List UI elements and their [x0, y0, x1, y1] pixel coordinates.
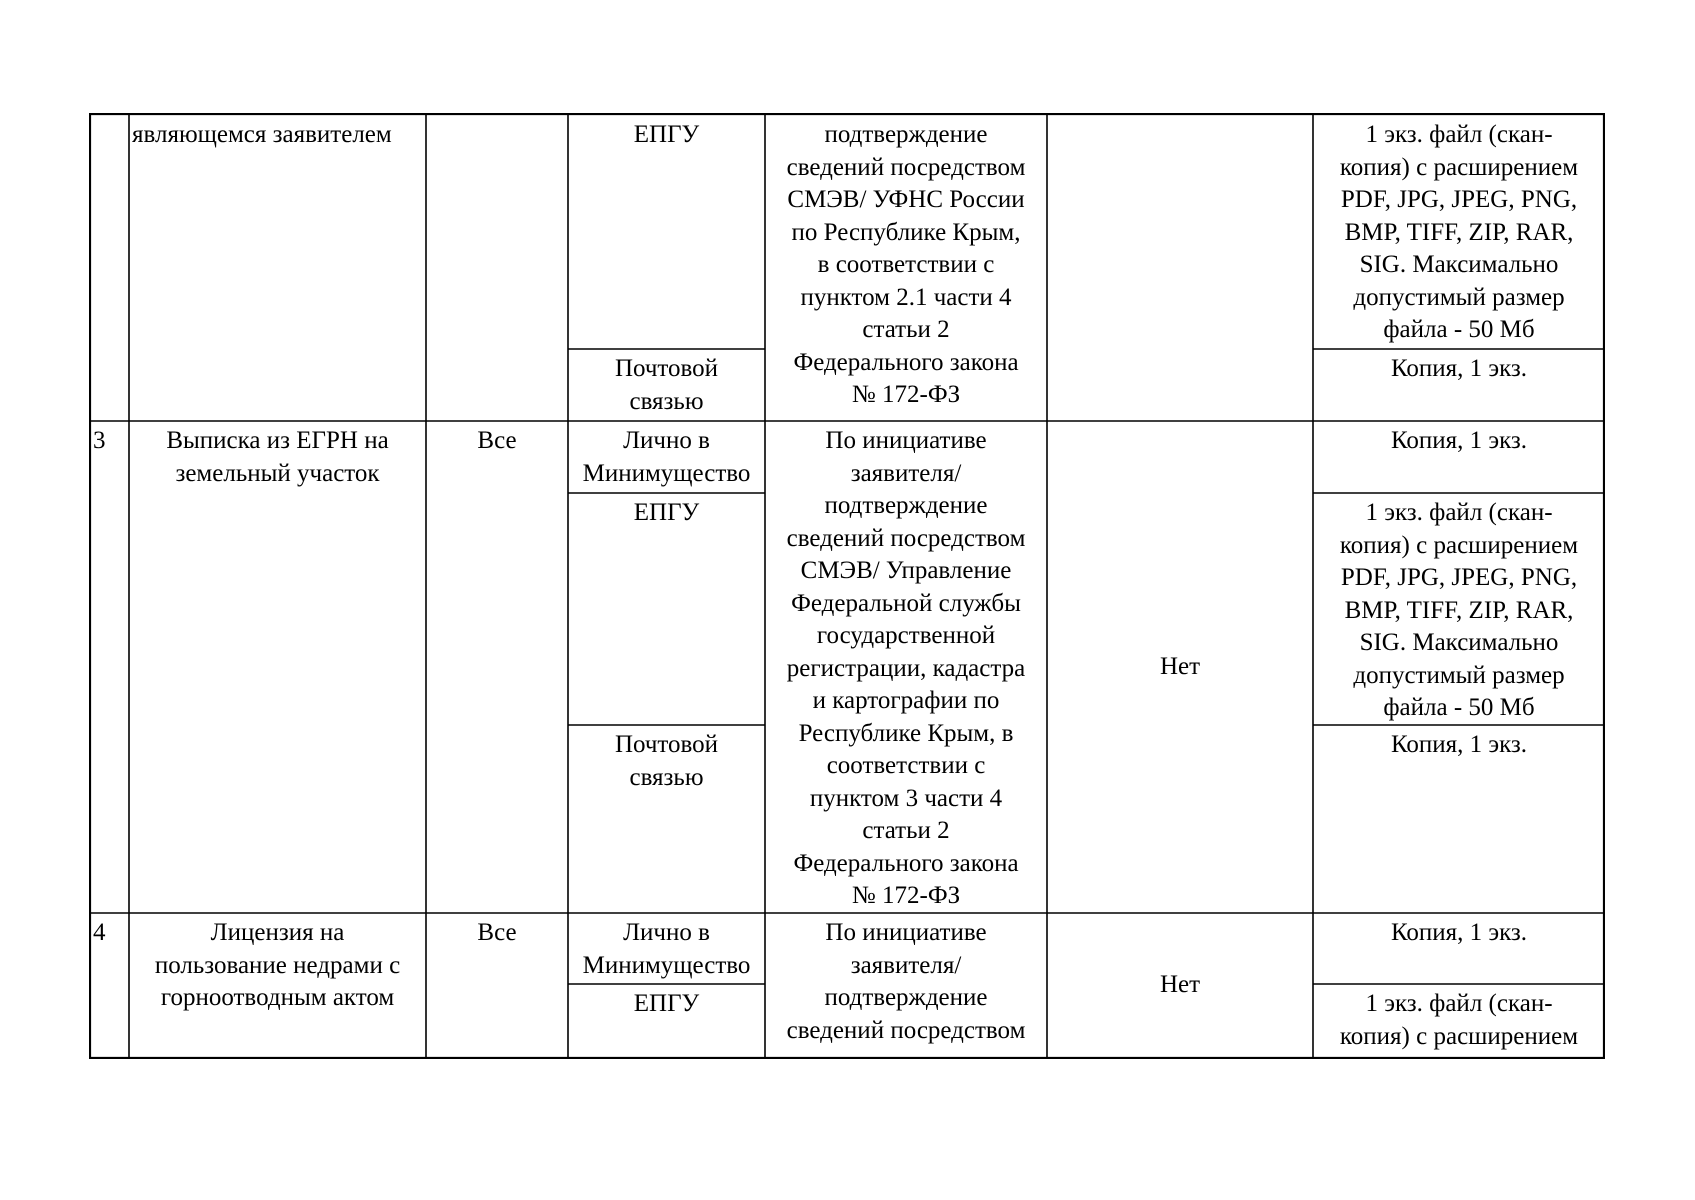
- cell-method-post: Почтовой связью: [614, 731, 719, 791]
- cell-confirmation: По инициативе заявителя/ подтверждение сведений посредством: [786, 919, 1026, 1044]
- cell-confirmation: По инициативе заявителя/ подтверждение сведений посредством СМЭВ/ Управление Федеральной службы государственной регистрации, кадастра и картографии по Республике Крым, в соответствии с пунктом 3 части 4 статьи 2 Федерального закона № 172-ФЗ: [786, 427, 1026, 909]
- cell-confirmation: подтверждение сведений посредством СМЭВ/ УФНС России по Республике Крым, в соответствии с пунктом 2.1 части 4 статьи 2 Федерального закона № 172-ФЗ: [786, 121, 1026, 408]
- cell-document-name: Выписка из ЕГРН на земельный участок: [166, 427, 389, 487]
- cell-method-epgu: ЕПГУ: [633, 499, 700, 526]
- cell-document-name: Лицензия на пользование недрами с горноотводным актом: [154, 919, 401, 1011]
- cell-format-post: Копия, 1 экз.: [1390, 731, 1528, 758]
- cell-format-epgu: 1 экз. файл (скан- копия) с расширением: [1339, 990, 1579, 1050]
- cell-applicant-category: Все: [477, 427, 517, 454]
- cell-applicant-category: Все: [477, 919, 517, 946]
- cell-document-name: являющемся заявителем: [132, 121, 392, 148]
- cell-format-personal: Копия, 1 экз.: [1390, 427, 1528, 454]
- cell-format-personal: Копия, 1 экз.: [1390, 919, 1528, 946]
- cell-required-flag: Нет: [1159, 653, 1201, 680]
- cell-format-epgu: 1 экз. файл (скан- копия) с расширением PDF, JPG, JPEG, PNG, BMP, TIFF, ZIP, RAR, SIG. Максимально допустимый размер файла - 50 Мб: [1339, 499, 1579, 721]
- cell-method-post: Почтовой связью: [614, 355, 719, 415]
- cell-row-number: 3: [93, 427, 106, 454]
- cell-method-personal: Лично в Минимущество: [582, 427, 751, 487]
- cell-method-epgu: ЕПГУ: [633, 121, 700, 148]
- cell-format-epgu: 1 экз. файл (скан- копия) с расширением PDF, JPG, JPEG, PNG, BMP, TIFF, ZIP, RAR, SIG. Максимально допустимый размер файла - 50 Мб: [1339, 121, 1579, 343]
- cell-method-personal: Лично в Минимущество: [582, 919, 751, 979]
- cell-format-post: Копия, 1 экз.: [1390, 355, 1528, 382]
- cell-method-epgu: ЕПГУ: [633, 990, 700, 1017]
- document-page: [89, 113, 1605, 1059]
- cell-row-number: 4: [93, 919, 106, 946]
- cell-required-flag: Нет: [1159, 971, 1201, 998]
